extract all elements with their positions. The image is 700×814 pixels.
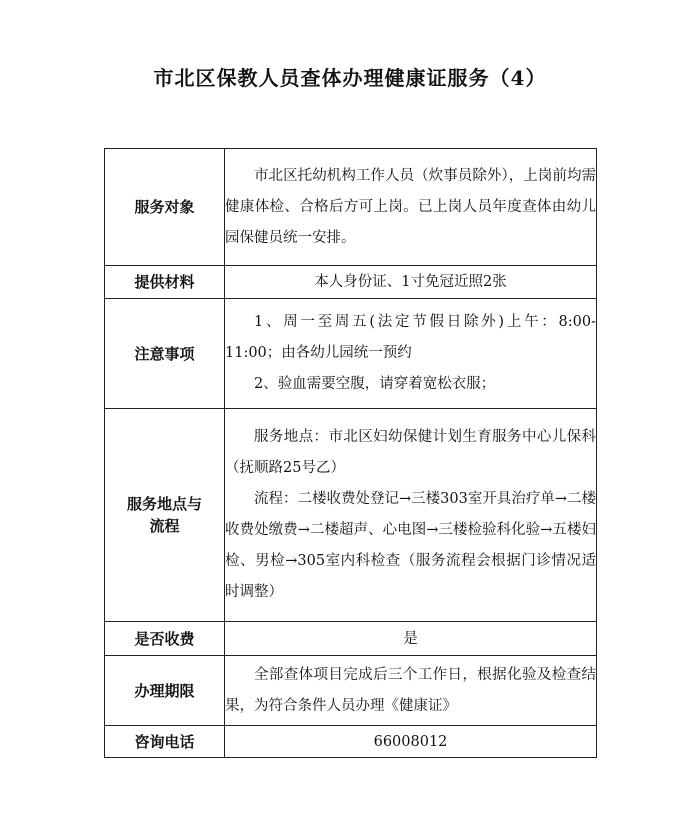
row-content-location-process — [225, 409, 597, 622]
notes-item-1: 1、周一至周五(法定节假日除外)上午：8:00-11:00；由各幼儿园统一预约 — [225, 314, 596, 361]
table-row-fee — [105, 622, 597, 656]
table-row-deadline — [105, 656, 597, 726]
row-content-notes — [225, 299, 597, 409]
row-label-deadline: 办理期限 — [105, 656, 225, 726]
service-location-text: 服务地点：市北区妇幼保健计划生育服务中心儿保科（抚顺路25号乙） — [225, 429, 596, 476]
row-label-location-process-line2: 流程 — [149, 517, 180, 535]
service-target-text: 市北区托幼机构工作人员（炊事员除外），上岗前均需健康体检、合格后方可上岗。已上岗人员年度查体由幼儿园保健员统一安排。 — [225, 167, 596, 246]
materials-text: 本人身份证、1寸免冠近照2张 — [225, 266, 597, 299]
table-row-location-process — [105, 409, 597, 622]
row-label-service-target: 服务对象 — [105, 149, 225, 266]
row-label-fee: 是否收费 — [105, 622, 225, 656]
row-label-location-process — [105, 409, 225, 622]
process-text: 流程：二楼收费处登记→三楼303室开具治疗单→二楼收费处缴费→二楼超声、心电图→三楼检验科化验→五楼妇检、男检→305室内科检查（服务流程会根据门诊情况适时调整） — [225, 491, 596, 600]
service-info-table — [104, 148, 597, 758]
row-label-location-process-line1: 服务地点与 — [126, 495, 202, 513]
row-content-deadline — [225, 656, 597, 726]
row-label-materials: 提供材料 — [105, 266, 225, 299]
deadline-text: 全部查体项目完成后三个工作日，根据化验及检查结果，为符合条件人员办理《健康证》 — [225, 666, 596, 714]
table-row-materials — [105, 266, 597, 299]
row-label-phone: 咨询电话 — [105, 726, 225, 758]
table-row-notes — [105, 299, 597, 409]
page-title: 市北区保教人员查体办理健康证服务（4） — [153, 66, 547, 90]
table-row-service-target — [105, 149, 597, 266]
row-label-notes: 注意事项 — [105, 299, 225, 409]
notes-item-2: 2、验血需要空腹，请穿着宽松衣服； — [254, 376, 496, 392]
phone-number: 66008012 — [225, 726, 597, 758]
row-content-service-target — [225, 149, 597, 266]
fee-text: 是 — [225, 622, 597, 656]
table-row-phone — [105, 726, 597, 758]
